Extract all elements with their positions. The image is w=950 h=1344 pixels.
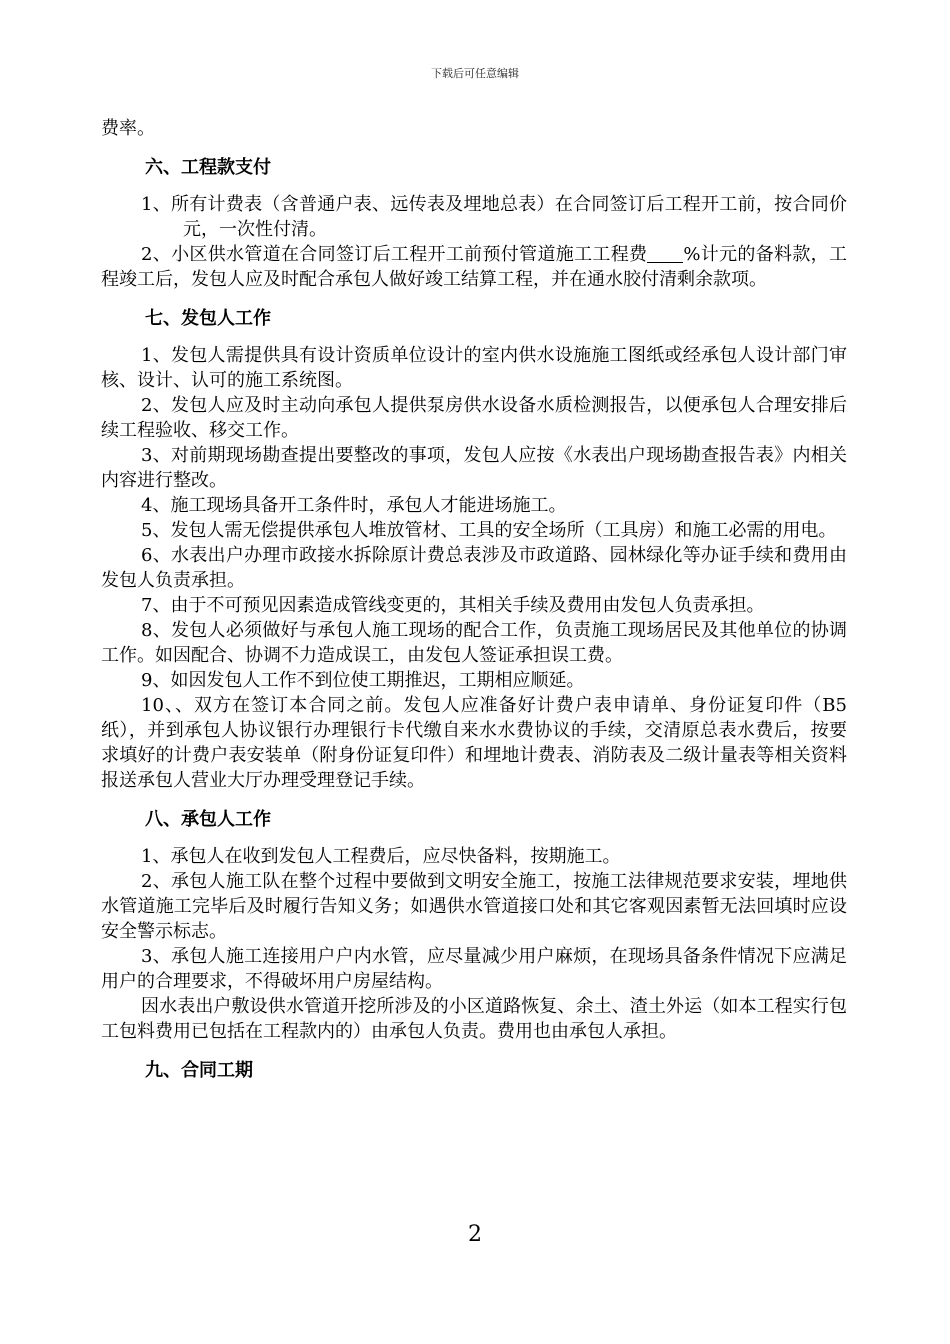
section-7-item-6: 6、水表出户办理市政接水拆除原计费总表涉及市政道路、园林绿化等办证手续和费用由发包人负责承担。 bbox=[101, 545, 847, 591]
section-7-item-1: 1、发包人需提供具有设计资质单位设计的室内供水设施施工图纸或经承包人设计部门审核、设计、认可的施工系统图。 bbox=[101, 345, 847, 391]
section-7-item-3: 3、对前期现场勘查提出要整改的事项，发包人应按《水表出户现场勘查报告表》内相关内容进行整改。 bbox=[101, 445, 847, 491]
section-8-item-4: 因水表出户敷设供水管道开挖所涉及的小区道路恢复、余土、渣土外运（如本工程实行包工包料费用已包括在工程款内的）由承包人负责。费用也由承包人承担。 bbox=[101, 996, 847, 1042]
section-6-heading: 六、工程款支付 bbox=[145, 157, 271, 178]
section-8-item-1: 1、承包人在收到发包人工程费后，应尽快备料，按期施工。 bbox=[141, 846, 621, 867]
section-7-item-9: 9、如因发包人工作不到位使工期推迟，工期相应顺延。 bbox=[141, 670, 585, 691]
section-8-item-2: 2、承包人施工队在整个过程中要做到文明安全施工，按施工法律规范要求安装，埋地供水管道施工完毕后及时履行告知义务；如遇供水管道接口处和其它客观因素暂无法回填时应设安全警示标志。 bbox=[101, 871, 847, 942]
section-7-item-8: 8、发包人必须做好与承包人施工现场的配合工作，负责施工现场居民及其他单位的协调工作。如因配合、协调不力造成误工，由发包人签证承担误工费。 bbox=[101, 620, 847, 666]
section-9-heading: 九、合同工期 bbox=[145, 1060, 253, 1081]
section-6-item-2: 2、小区供水管道在合同签订后工程开工前预付管道施工工程费 %计元的备料款，工程竣工后，发包人应及时配合承包人做好竣工结算工程，并在通水胶付清剩余款项。 bbox=[101, 244, 848, 290]
section-7-item-7: 7、由于不可预见因素造成管线变更的，其相关手续及费用由发包人负责承担。 bbox=[141, 595, 765, 616]
section-7-heading: 七、发包人工作 bbox=[145, 308, 271, 329]
section-6-item-1: 1、所有计费表（含普通户表、远传表及埋地总表）在合同签订后工程开工前，按合同价元，一次性付清。 bbox=[141, 194, 847, 240]
page-number: 2 bbox=[468, 1222, 482, 1247]
section-7-item-4: 4、施工现场具备开工条件时，承包人才能进场施工。 bbox=[141, 495, 567, 516]
section-7-item-5: 5、发包人需无偿提供承包人堆放管材、工具的安全场所（工具房）和施工必需的用电。 bbox=[141, 520, 837, 541]
document-body bbox=[101, 116, 847, 1083]
page-header: 下载后可任意编辑 bbox=[431, 67, 519, 80]
section-8-item-3: 3、承包人施工连接用户户内水管，应尽量减少用户麻烦，在现场具备条件情况下应满足用户的合理要求，不得破坏用户房屋结构。 bbox=[101, 946, 847, 992]
blank-field bbox=[647, 245, 683, 263]
section-7-item-2: 2、发包人应及时主动向承包人提供泵房供水设备水质检测报告，以便承包人合理安排后续工程验收、移交工作。 bbox=[101, 395, 847, 441]
paragraph-fee-rate-end: 费率。 bbox=[101, 118, 155, 139]
section-8-heading: 八、承包人工作 bbox=[145, 809, 271, 830]
section-7-item-10: 10、、双方在签订本合同之前。发包人应准备好计费户表申请单、身份证复印件（B5纸），并到承包人协议银行办理银行卡代缴自来水水费协议的手续，交清原总表水费后，按要求填好的计费户表安装单（附身份证复印件）和埋地计费表、消防表及二级计量表等相关资料报送承包人营业大厅办理受理登记手续。 bbox=[101, 695, 847, 791]
